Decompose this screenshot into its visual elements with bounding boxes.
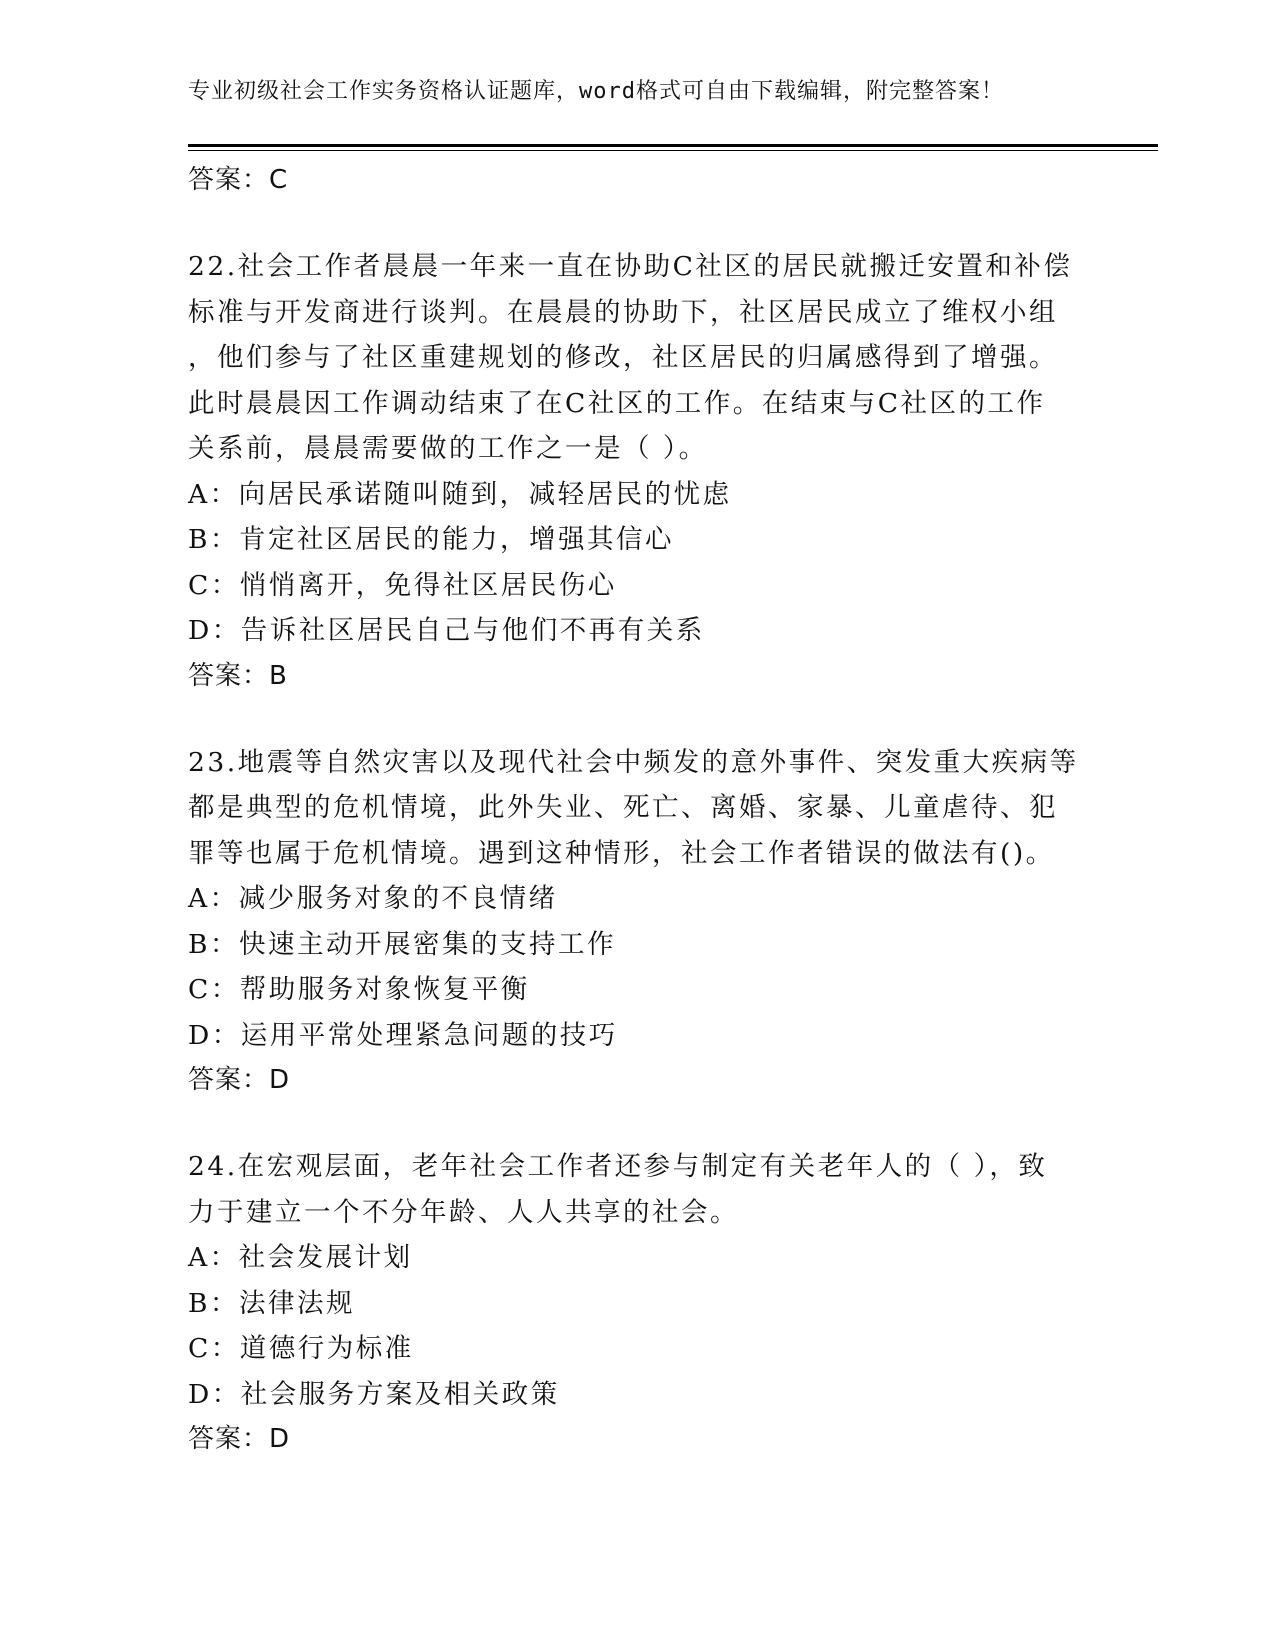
stem-line: 标准与开发商进行谈判。在晨晨的协助下，社区居民成立了维权小组 xyxy=(188,296,1058,328)
answer-line: 答案：D xyxy=(188,1424,291,1454)
answer-line: 答案：C xyxy=(188,165,289,195)
option-d: D：告诉社区居民自己与他们不再有关系 xyxy=(188,615,705,646)
question-23 xyxy=(188,740,1088,1103)
question-stem xyxy=(188,740,1088,877)
stem-line: 力于建立一个不分年龄、人人共享的社会。 xyxy=(188,1196,739,1228)
stem-line: 23.地震等自然灾害以及现代社会中频发的意外事件、突发重大疾病等 xyxy=(188,746,1079,778)
document-body xyxy=(188,158,1088,1461)
option-b: B：肯定社区居民的能力，增强其信心 xyxy=(188,524,674,555)
stem-line: 22.社会工作者晨晨一年来一直在协助C社区的居民就搬迁安置和补偿 xyxy=(188,251,1073,282)
question-stem xyxy=(188,244,1088,472)
option-c: C：道德行为标准 xyxy=(188,1333,414,1364)
option-a: A：向居民承诺随叫随到，减轻居民的忧虑 xyxy=(188,478,732,510)
stem-line: 24.在宏观层面，老年社会工作者还参与制定有关老年人的（ ），致 xyxy=(188,1151,1048,1182)
stem-line: ，他们参与了社区重建规划的修改，社区居民的归属感得到了增强。 xyxy=(188,342,1058,373)
stem-line: 此时晨晨因工作调动结束了在C社区的工作。在结束与C社区的工作 xyxy=(188,387,1046,419)
question-24 xyxy=(188,1144,1088,1461)
option-a: A：社会发展计划 xyxy=(188,1242,413,1273)
question-stem xyxy=(188,1144,1088,1235)
stem-line: 关系前，晨晨需要做的工作之一是（ ）。 xyxy=(188,433,708,464)
option-a: A：减少服务对象的不良情绪 xyxy=(188,883,558,914)
stem-line: 都是典型的危机情境，此外失业、死亡、离婚、家暴、儿童虐待、犯 xyxy=(188,792,1058,823)
answer-line: 答案：D xyxy=(188,1065,291,1095)
option-c: C：悄悄离开，免得社区居民伤心 xyxy=(188,569,617,601)
option-b: B：快速主动开展密集的支持工作 xyxy=(188,928,616,960)
stem-line: 罪等也属于危机情境。遇到这种情形，社会工作者错误的做法有()。 xyxy=(188,837,1055,869)
option-d: D：运用平常处理紧急问题的技巧 xyxy=(188,1019,618,1051)
header-rule-thick xyxy=(188,144,1158,147)
header-rule-thin xyxy=(188,150,1158,151)
answer-line: 答案：B xyxy=(188,660,288,691)
option-c: C：帮助服务对象恢复平衡 xyxy=(188,974,530,1005)
page-header: 专业初级社会工作实务资格认证题库，word格式可自由下载编辑，附完整答案！ xyxy=(188,79,1004,104)
option-b: B：法律法规 xyxy=(188,1287,355,1319)
option-d: D：社会服务方案及相关政策 xyxy=(188,1378,560,1410)
question-22 xyxy=(188,244,1088,698)
